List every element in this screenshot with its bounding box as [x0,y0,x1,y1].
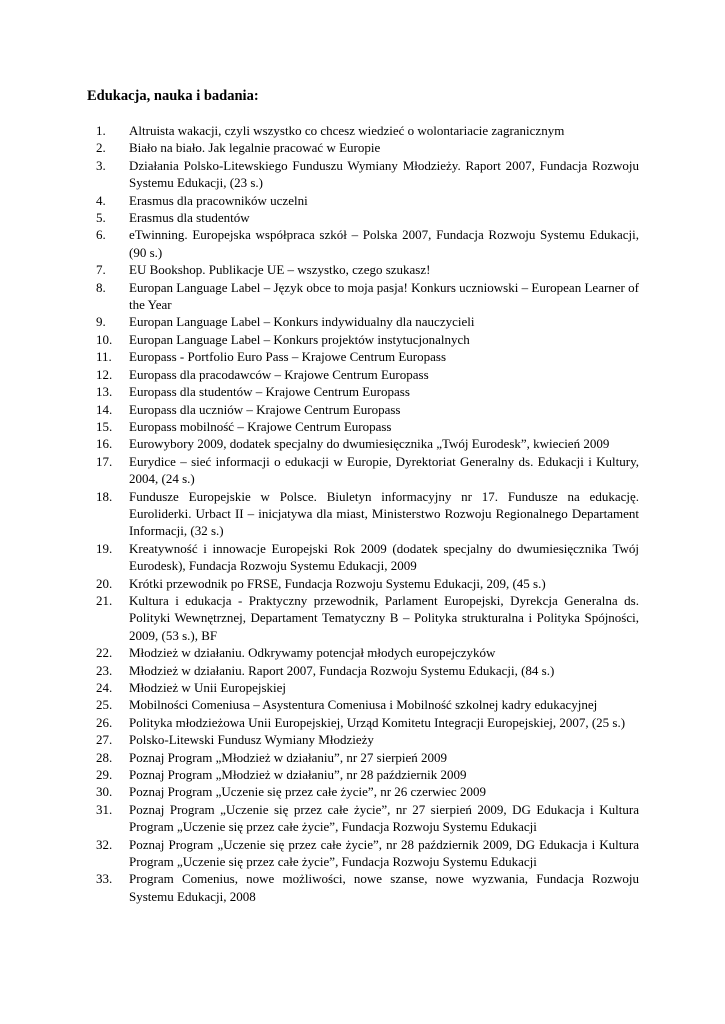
list-item-number: 27. [96,732,113,748]
list-item-text: Działania Polsko-Litewskiego Funduszu Wymiany Młodzieży. Raport 2007, Fundacja Rozwoju Systemu Edukacji, (23 s.) [129,157,639,191]
list-item [96,801,639,836]
list-item-text: Polsko-Litewski Fundusz Wymiany Młodzieży [129,732,374,748]
list-item [96,157,639,192]
list-item [96,401,639,418]
list-item [96,696,639,713]
list-item-text: Eurowybory 2009, dodatek specjalny do dwumiesięcznika „Twój Eurodesk”, kwiecień 2009 [129,436,610,452]
list-item [96,783,639,800]
list-item [96,540,639,575]
list-item-number: 4. [96,192,106,208]
list-item-text: Erasmus dla studentów [129,210,250,226]
list-item-text: Europass mobilność – Krajowe Centrum Europass [129,418,392,434]
list-item-text: Poznaj Program „Młodzież w działaniu”, nr 27 sierpień 2009 [129,749,448,765]
list-item [96,662,639,679]
list-item-number: 20. [96,575,113,591]
list-item-text: Program Comenius, nowe możliwości, nowe szanse, nowe wyzwania, Fundacja Rozwoju Systemu Edukacji, 2008 [129,871,639,904]
list-item [96,714,639,731]
list-item-number: 17. [96,453,113,469]
list-item [96,383,639,400]
list-item-number: 32. [96,836,113,852]
list-item-text: Kreatywność i innowacje Europejski Rok 2009 (dodatek specjalny do dwumiesięcznika Twój Eurodesk), Fundacja Rozwoju Systemu Edukacji, 2009 [129,540,639,574]
list-item-number: 13. [96,384,113,400]
list-item-text: Europan Language Label – Konkurs projektów instytucjonalnych [129,331,470,347]
list-item [96,488,639,540]
list-item-text: Europass dla uczniów – Krajowe Centrum Europass [129,401,401,417]
list-item-number: 29. [96,767,113,783]
list-item-text: Krótki przewodnik po FRSE, Fundacja Rozwoju Systemu Edukacji, 209, (45 s.) [129,575,546,591]
list-item-number: 19. [96,540,113,556]
list-item-text: Erasmus dla pracowników uczelni [129,192,308,208]
list-item-text: Mobilności Comeniusa – Asystentura Comeniusa i Mobilność szkolnej kadry edukacyjnej [129,697,598,713]
list-item-number: 3. [96,157,106,173]
list-item-text: Kultura i edukacja - Praktyczny przewodnik, Parlament Europejski, Dyrekcja Generalna ds. Polityki Wewnętrznej, Departament Tematyczny B – Polityka strukturalna i Polityka Spójności, 2009, (53 s.), BF [129,592,639,643]
list-item [96,418,639,435]
list-item-number: 15. [96,418,113,434]
list-item [96,226,639,261]
list-item-number: 24. [96,680,113,695]
list-item [96,192,639,209]
list-item [96,122,639,139]
list-item [96,766,639,783]
list-item-number: 18. [96,488,113,504]
list-item [96,592,639,644]
list-item-number: 33. [96,871,113,887]
list-item [96,575,639,592]
list-item [96,261,639,278]
list-item-number: 9. [96,314,106,330]
list-item-text: Biało na biało. Jak legalnie pracować w Europie [129,140,381,156]
list-item [96,139,639,156]
list-item-number: 31. [96,801,113,817]
list-item [96,679,639,696]
list-item [96,836,639,871]
list-item-text: Młodzież w działaniu. Raport 2007, Fundacja Rozwoju Systemu Edukacji, (84 s.) [129,662,555,678]
list-item-text: Młodzież w Unii Europejskiej [129,680,287,695]
list-item-text: Poznaj Program „Uczenie się przez całe życie”, nr 27 sierpień 2009, DG Edukacja i Kultura Program „Uczenie się przez całe życie”, Fundacja Rozwoju Systemu Edukacji [129,801,639,835]
list-item-text: Polityka młodzieżowa Unii Europejskiej, Urząd Komitetu Integracji Europejskiej, 2007, (25 s.) [129,714,626,730]
list-item [96,348,639,365]
list-item-text: eTwinning. Europejska współpraca szkół – Polska 2007, Fundacja Rozwoju Systemu Edukacji, (90 s.) [129,227,639,260]
list-item-text: Europan Language Label – Język obce to moja pasja! Konkurs uczniowski – European Learner of the Year [129,279,639,313]
list-item [96,644,639,661]
list-item [96,313,639,330]
list-item-number: 30. [96,784,113,800]
list-item-number: 21. [96,592,113,608]
list-item-text: EU Bookshop. Publikacje UE – wszystko, czego szukasz! [129,262,431,278]
list-item-number: 11. [96,349,112,365]
list-item-text: Europass - Portfolio Euro Pass – Krajowe Centrum Europass [129,349,447,365]
list-item-number: 7. [96,262,106,278]
list-item [96,749,639,766]
list-item-text: Europass dla pracodawców – Krajowe Centrum Europass [129,366,429,382]
list-item [96,366,639,383]
list-item-number: 25. [96,697,113,713]
list-item [96,331,639,348]
list-item-number: 26. [96,714,113,730]
list-item-text: Młodzież w działaniu. Odkrywamy potencjał młodych europejczyków [129,645,496,661]
list-item-text: Poznaj Program „Uczenie się przez całe życie”, nr 28 październik 2009, DG Edukacja i Kultura Program „Uczenie się przez całe życie”, Fundacja Rozwoju Systemu Edukacji [129,836,639,870]
list-item-number: 10. [96,331,113,347]
list-item-text: Poznaj Program „Młodzież w działaniu”, nr 28 październik 2009 [129,767,467,783]
list-item [96,870,639,905]
list-item-number: 23. [96,662,113,678]
list-item [96,453,639,488]
list-item [96,435,639,452]
list-item-text: Fundusze Europejskie w Polsce. Biuletyn informacyjny nr 17. Fundusze na edukację. Euroliderki. Urbact II – inicjatywa dla miast, Ministerstwo Rozwoju Regionalnego Departament Informacji, (32 s.) [129,488,639,539]
list-item-text: Europass dla studentów – Krajowe Centrum Europass [129,384,410,400]
list-item-text: Eurydice – sieć informacji o edukacji w Europie, Dyrektoriat Generalny ds. Edukacji i Kultury, 2004, (24 s.) [129,453,639,487]
list-item [96,731,639,748]
list-item-number: 1. [96,123,106,138]
list-item-number: 16. [96,436,113,452]
list-item [96,279,639,314]
list-item-number: 2. [96,140,106,156]
list-item-number: 14. [96,401,113,417]
list-item [96,209,639,226]
publication-list [96,122,639,905]
list-item-text: Altruista wakacji, czyli wszystko co chcesz wiedzieć o wolontariacie zagranicznym [129,123,565,138]
list-item-number: 6. [96,227,106,243]
list-item-number: 28. [96,749,113,765]
list-item-number: 12. [96,366,113,382]
list-item-text: Poznaj Program „Uczenie się przez całe życie”, nr 26 czerwiec 2009 [129,784,486,800]
list-item-number: 22. [96,645,113,661]
list-item-number: 8. [96,279,106,295]
list-item-text: Europan Language Label – Konkurs indywidualny dla nauczycieli [129,314,475,330]
section-heading: Edukacja, nauka i badania: [87,88,259,104]
list-item-number: 5. [96,210,106,226]
